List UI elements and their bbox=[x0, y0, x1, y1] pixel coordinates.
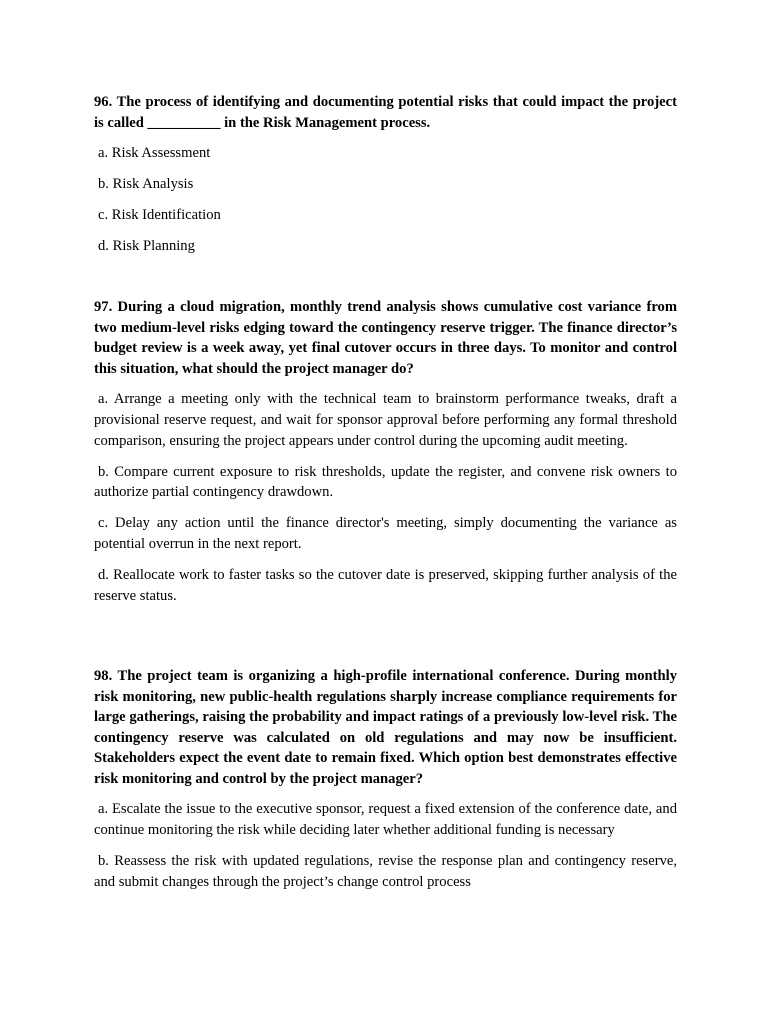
answer-option-a: a. Risk Assessment bbox=[98, 145, 211, 161]
answer-option-b: b. Risk Analysis bbox=[98, 175, 194, 192]
question-96 bbox=[94, 92, 677, 267]
question-97 bbox=[94, 297, 677, 617]
answer-option-c: c. Risk Identification bbox=[98, 206, 221, 223]
question-stem: 97. During a cloud migration, monthly trend analysis shows cumulative cost variance from two medium-level risks edging toward the contingency reserve trigger. The finance director’s budget review is a week away, yet final cutover occurs in three days. To monitor and control this situation, what should the project manager do? bbox=[94, 299, 677, 377]
question-98 bbox=[94, 666, 677, 903]
answer-option-a: a. Escalate the issue to the executive sponsor, request a fixed extension of the conference date, and continue monitoring the risk while deciding later whether additional funding is necessary bbox=[94, 801, 677, 838]
answer-option-d: d. Reallocate work to faster tasks so the cutover date is preserved, skipping further analysis of the reserve status. bbox=[94, 567, 677, 604]
answer-option-a: a. Arrange a meeting only with the technical team to brainstorm performance tweaks, draft a provisional reserve request, and wait for sponsor approval before performing any formal threshold comparison, ensuring the project appears under control during the upcoming audit meeting. bbox=[94, 391, 677, 449]
answer-option-b: b. Compare current exposure to risk thresholds, update the register, and convene risk owners to authorize partial contingency drawdown. bbox=[94, 463, 677, 501]
answer-option-d: d. Risk Planning bbox=[98, 237, 195, 254]
question-stem: 96. The process of identifying and documenting potential risks that could impact the project is called __________ in the Risk Management process. bbox=[94, 94, 677, 131]
answer-option-b: b. Reassess the risk with updated regulations, revise the response plan and contingency reserve, and submit changes through the project’s change control process bbox=[94, 852, 677, 890]
answer-option-c: c. Delay any action until the finance director's meeting, simply documenting the variance as potential overrun in the next report. bbox=[94, 515, 677, 553]
question-stem: 98. The project team is organizing a high-profile international conference. During monthly risk monitoring, new public-health regulations sharply increase compliance requirements for large gatherings, raising the probability and impact ratings of a previously low-level risk. The contingency reserve was calculated on old regulations and may now be insufficient. Stakeholders expect the event date to remain fixed. Which option best demonstrates effective risk monitoring and control by the project manager? bbox=[94, 668, 677, 787]
